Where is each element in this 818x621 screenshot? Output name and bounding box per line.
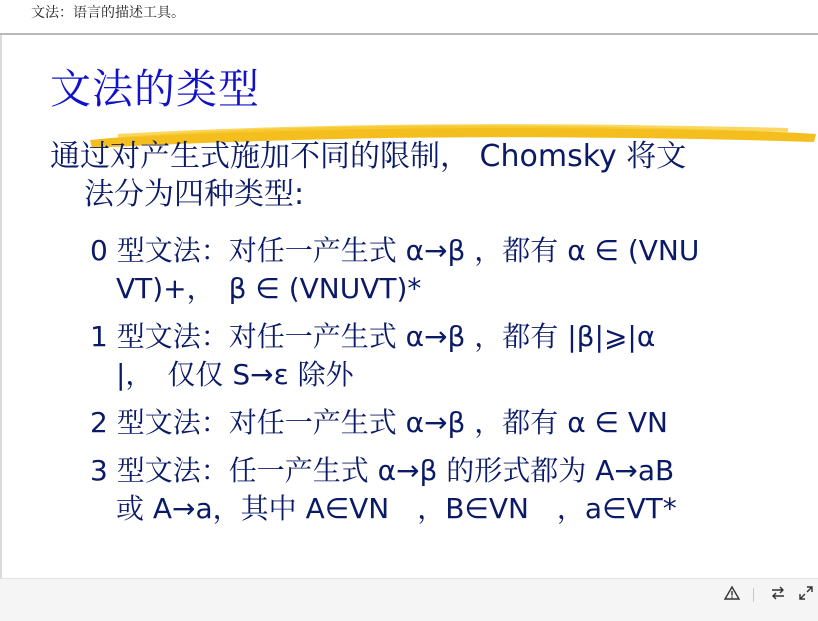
- bottom-toolbar: [0, 578, 818, 621]
- type0-line-1: 0 型文法：对任一产生式 α→β ，都有 α ∈ (VNU: [90, 234, 700, 267]
- toolbar-separator: [753, 588, 754, 602]
- type1-line-1: 1 型文法：对任一产生式 α→β ，都有 |β|⩾|α: [90, 320, 656, 353]
- slide-edge: [0, 35, 2, 578]
- swap-icon[interactable]: [768, 585, 788, 605]
- intro-text: [50, 138, 810, 214]
- expand-icon[interactable]: [796, 585, 816, 605]
- type3-line-1: 3 型文法：任一产生式 α→β 的形式都为 A→aB: [90, 454, 675, 487]
- type1-line-2: |， 仅仅 S→ε 除外: [116, 358, 354, 391]
- slide-title: 文法的类型: [50, 65, 260, 113]
- type3-line-2: 或 A→a，其中 A∈VN ，B∈VN ，a∈VT*: [116, 492, 677, 525]
- intro-line-1: 通过对产生式施加不同的限制， Chomsky 将文: [50, 139, 687, 174]
- type0-line-2: VT)+， β ∈ (VNUVT)*: [116, 272, 422, 305]
- warning-icon[interactable]: [722, 585, 742, 605]
- type2-line-1: 2 型文法：对任一产生式 α→β ，都有 α ∈ VN: [90, 406, 668, 439]
- intro-line-2: 法分为四种类型:: [84, 177, 305, 212]
- document-title: 文法：语言的描述工具。: [31, 5, 185, 21]
